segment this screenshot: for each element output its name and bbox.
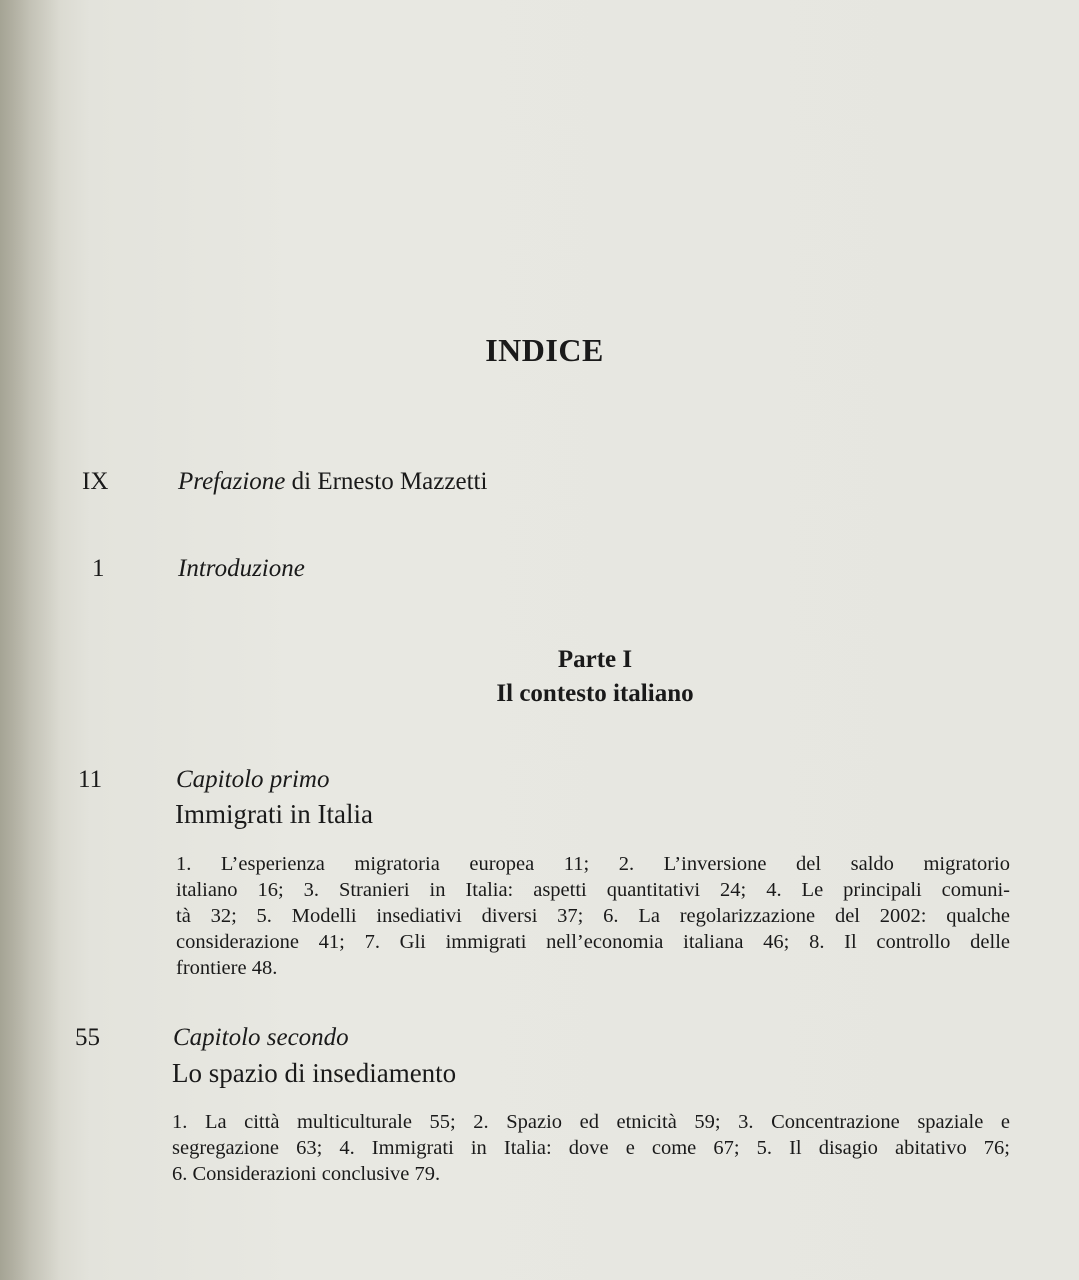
chapter-label: Capitolo primo xyxy=(176,766,330,793)
chapter-page-number: 55 xyxy=(75,1024,100,1051)
chapter-title: Immigrati in Italia xyxy=(175,799,373,829)
chapter-summary xyxy=(176,851,1010,981)
summary-line: 6. Considerazioni conclusive 79. xyxy=(172,1163,441,1185)
summary-line: tà 32; 5. Modelli insediativi diversi 37; 6. La regolarizzazione del 2002: qualche xyxy=(176,905,1010,927)
part-title: Il contesto italiano xyxy=(496,680,694,707)
part-label: Parte I xyxy=(557,646,633,673)
toc-page-number-prefazione: IX xyxy=(82,468,109,495)
toc-entry-introduzione: Introduzione xyxy=(178,555,305,582)
summary-line: 1. La città multiculturale 55; 2. Spazio ed etnicità 59; 3. Concentrazione spaziale e xyxy=(172,1111,1010,1133)
toc-entry-prefazione xyxy=(178,468,487,496)
summary-line: italiano 16; 3. Stranieri in Italia: aspetti quantitativi 24; 4. Le principali comuni- xyxy=(176,879,1010,901)
chapter-title: Lo spazio di insediamento xyxy=(172,1058,457,1088)
toc-page-number-introduzione: 1 xyxy=(92,555,105,582)
summary-line: considerazione 41; 7. Gli immigrati nell’economia italiana 46; 8. Il controllo delle xyxy=(176,931,1010,953)
chapter-summary xyxy=(172,1109,1010,1187)
chapter-label: Capitolo secondo xyxy=(173,1024,349,1051)
chapter-page-number: 11 xyxy=(78,766,103,793)
page-title: INDICE xyxy=(485,332,604,368)
summary-line: frontiere 48. xyxy=(176,957,278,979)
summary-line: segregazione 63; 4. Immigrati in Italia: dove e come 67; 5. Il disagio abitativo 76; xyxy=(172,1137,1010,1159)
toc-entry-italic: Prefazione xyxy=(178,468,286,495)
toc-entry-rest: di Ernesto Mazzetti xyxy=(291,468,488,495)
page-gutter-shadow xyxy=(0,0,60,1280)
summary-line: 1. L’esperienza migratoria europea 11; 2. L’inversione del saldo migratorio xyxy=(176,853,1010,875)
